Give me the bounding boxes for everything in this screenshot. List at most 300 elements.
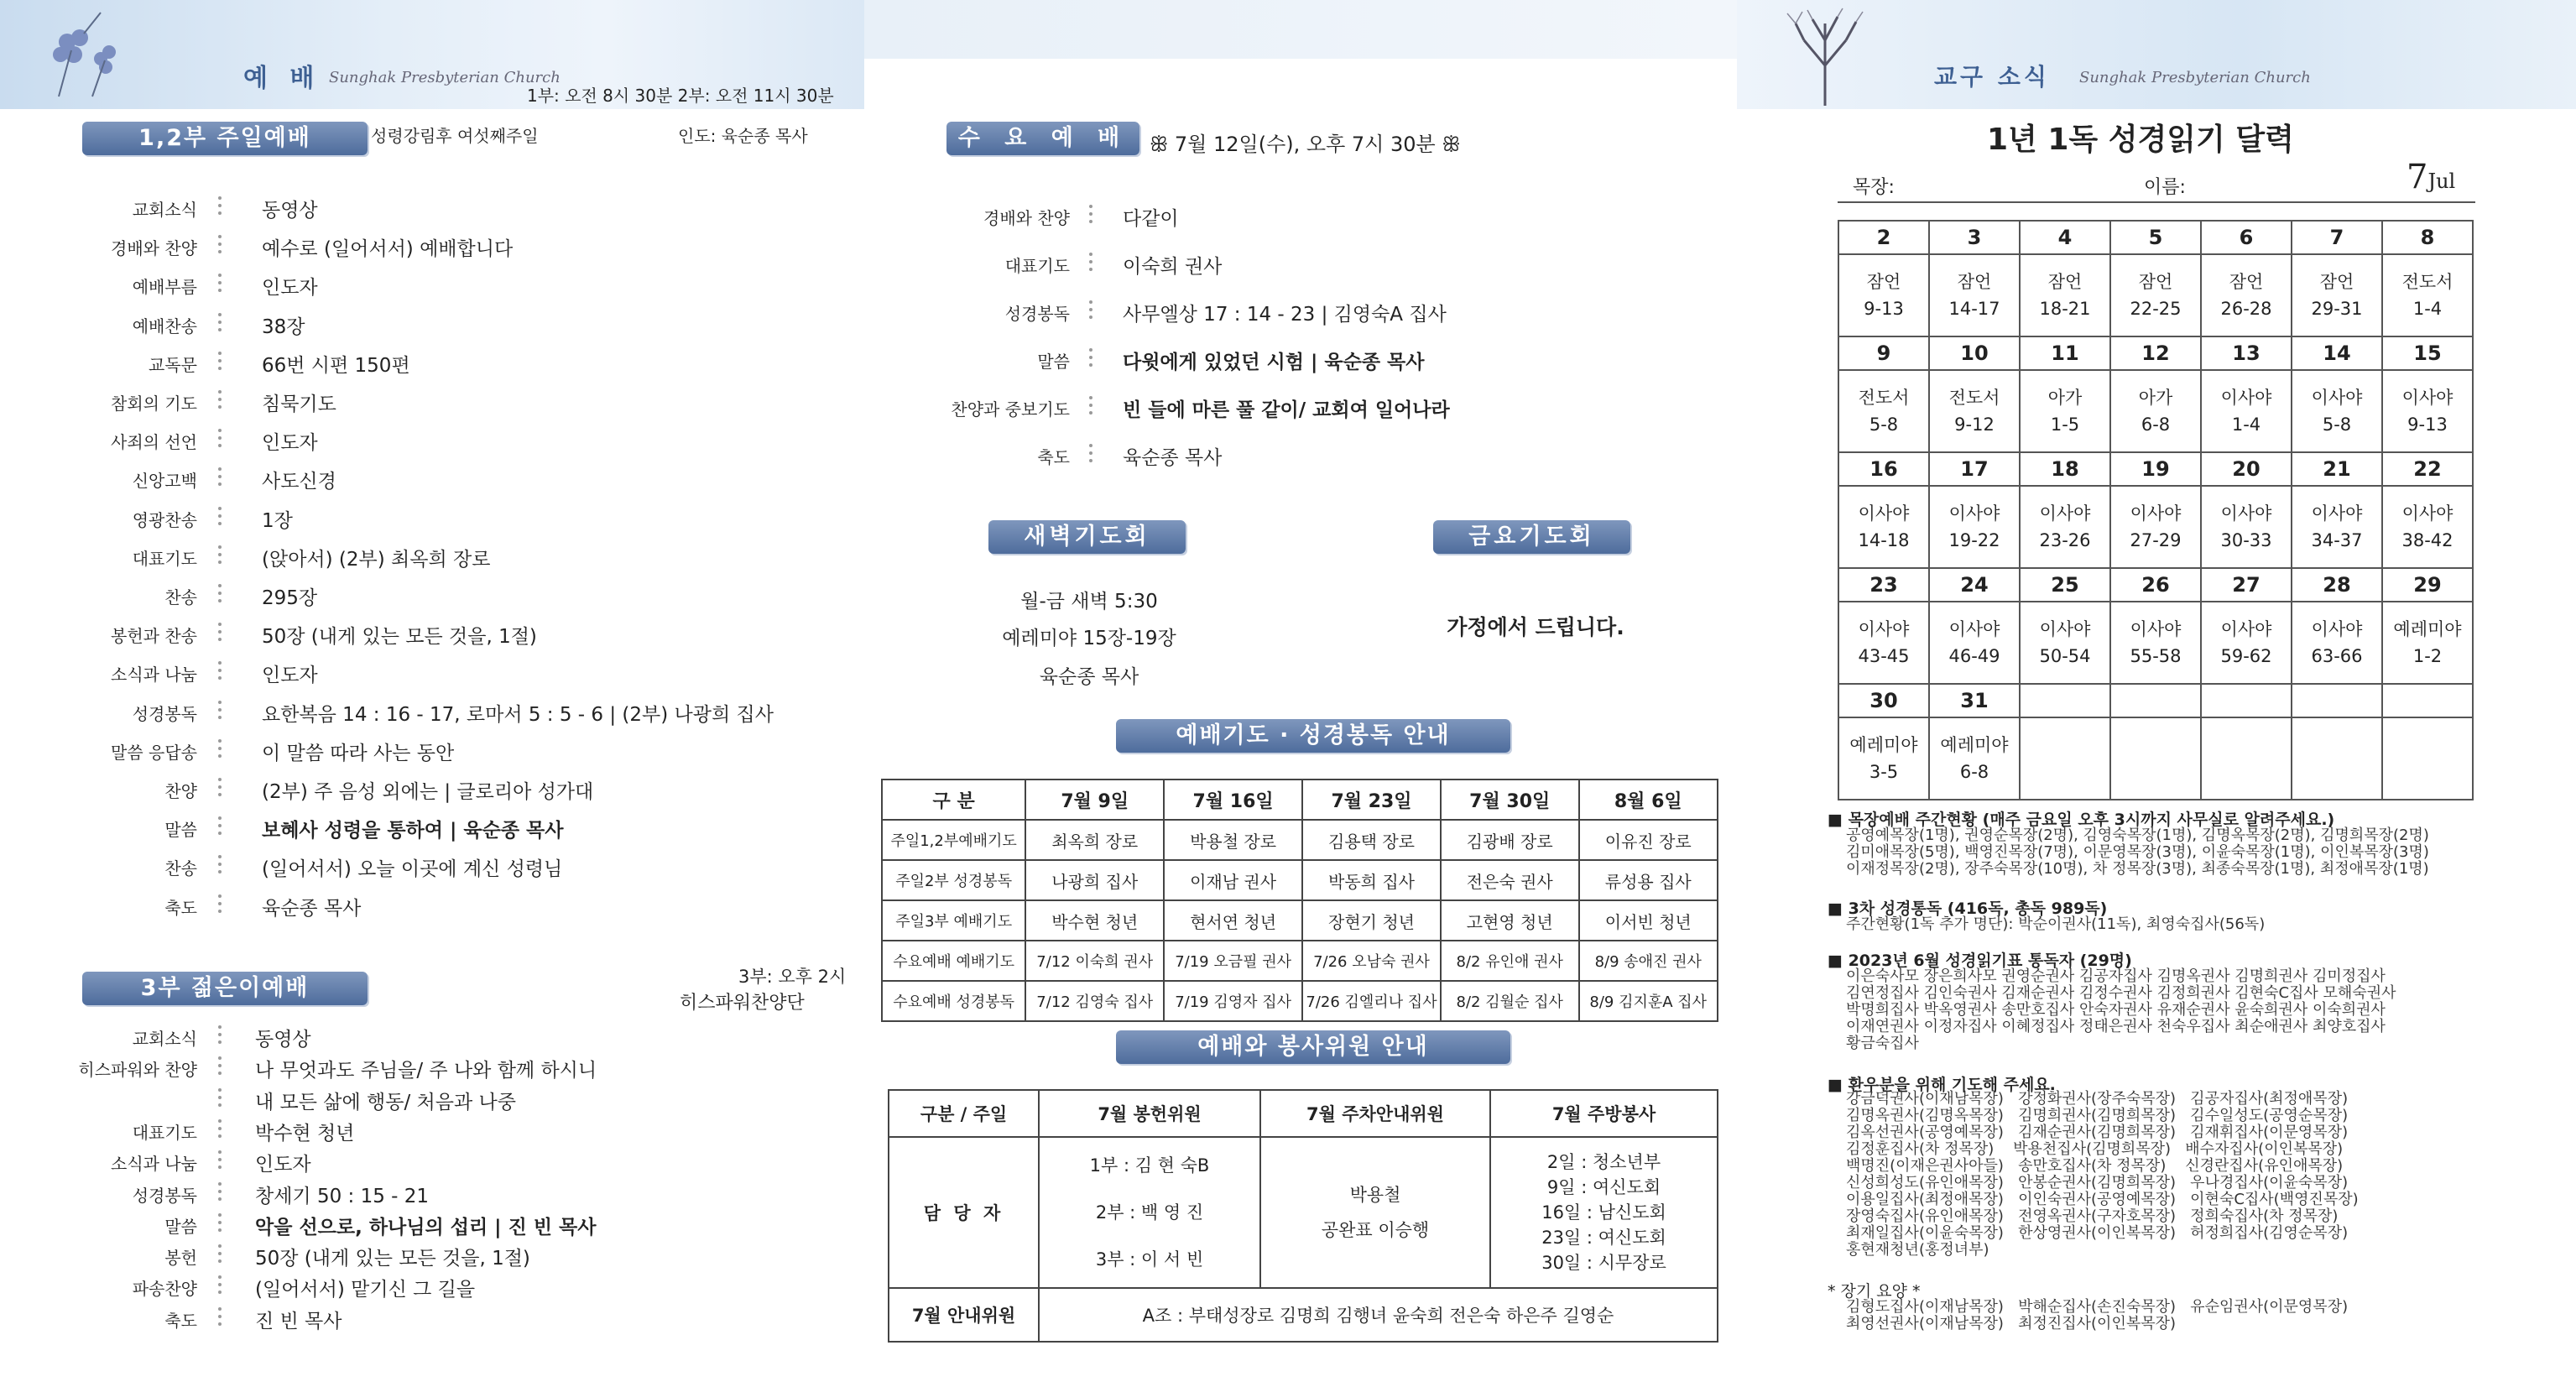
calendar-reading (2110, 254, 2201, 336)
service3-title: 3부 젊은이예배 (82, 972, 368, 1005)
order-text: 나 무엇과도 주님을/ 주 나와 함께 하시니 (255, 1060, 597, 1082)
pastor-label: 목장: (1853, 177, 1895, 198)
order-label: 축도 (164, 897, 197, 918)
calendar-reading (2110, 370, 2201, 452)
calendar-day (2020, 684, 2110, 717)
calendar-day: 4 (2020, 221, 2110, 254)
reading-chapters: 18-21 (2039, 299, 2091, 319)
reading-book: 전도서 (1858, 388, 1910, 408)
calendar-day: 9 (1838, 336, 1929, 370)
schedule-cell: 최옥희 장로 (1025, 820, 1164, 860)
order-label: 사죄의 선언 (111, 432, 197, 453)
table-row (882, 900, 1718, 941)
top-strip (864, 0, 1737, 59)
order-dots (1089, 348, 1096, 367)
reading-chapters: 5-8 (2322, 415, 2352, 435)
order-dots (1089, 396, 1096, 415)
table-row (882, 860, 1718, 900)
calendar-day: 18 (2020, 452, 2110, 486)
calendar-reading (2292, 486, 2382, 568)
schedule-cell: 김용택 장로 (1302, 820, 1441, 860)
reading-book: 이사야 (2311, 619, 2363, 639)
kitchen-1: 2일 : 청소년부 (1546, 1152, 1661, 1172)
reading-book: 이사야 (2130, 503, 2182, 524)
order-dots (218, 739, 225, 758)
calendar-day: 6 (2201, 221, 2292, 254)
schedule-cell: 7/12 이숙희 권사 (1025, 941, 1164, 981)
schedule-header-cell: 7월 9일 (1025, 780, 1164, 820)
order-text: (앉아서) (2부) 최옥희 장로 (262, 548, 491, 571)
order-text: (일어서서) 맡기신 그 길을 (255, 1279, 476, 1301)
dawn-line-3: 육순종 목사 (1039, 666, 1139, 688)
longterm-title-text: 장기 요양 (1840, 1282, 1908, 1301)
calendar-day: 2 (1838, 221, 1929, 254)
reading-book: 아가 (2138, 388, 2173, 408)
schedule-cell: 7/19 김영자 집사 (1164, 981, 1302, 1021)
order-label: 말씀 응답송 (111, 742, 197, 763)
order-dots (218, 507, 225, 525)
calendar-reading (1929, 486, 2020, 568)
calendar-reading (2201, 370, 2292, 452)
calendar-reading (2382, 486, 2473, 568)
kitchen-3: 16일 : 남신도회 (1541, 1202, 1666, 1223)
calendar-reading (2110, 717, 2201, 800)
table-row (882, 941, 1718, 981)
prayer-body: 강금덕권사(이재남목장) 강정화권사(장주숙목장) 김공자집사(최정애목장) 김명옥권사(김명옥목장) 김명희권사(김명희목장) 김수일성도(공영순목장) 김옥선권사(공영예목장) 김재순권사(김명희목장) 김재휘집사(이문영목장) 김정훈집사(차 정목장) 박용천집사(김명희목장) 배수자집사(이인복목장) 백명진(이재은권사아들) 송만호집사(차 정목장) 신경란집사(유인애목장) 신성희성도(유인애목장) 안봉순권사(김명희목장) 우나경집사(이윤숙목장) 이용일집사(최정애목장) 이인숙권사(공영예목장) 이현숙C집사(백영진목장) 장영숙집사(유인애목장) 전영옥권사(구자호목장) 정희숙집사(차 정목장) 최재일집사(이윤숙목장) 한상영권사(이인복목장) 허정희집사(김영순목장) 홍현재청년(홍정녀부) (1846, 1090, 2359, 1259)
calendar-day: 8 (2382, 221, 2473, 254)
offering-1: 1부 : 김 현 숙B (1089, 1155, 1210, 1176)
calendar-day: 28 (2292, 568, 2382, 602)
schedule-cell: 8/9 송애진 권사 (1579, 941, 1718, 981)
schedule-cell: 장현기 청년 (1302, 900, 1441, 941)
order-text: 빈 들에 마른 풀 같이/ 교회여 일어나라 (1123, 399, 1450, 421)
calendar-day (2292, 684, 2382, 717)
calendar-reading (1929, 602, 2020, 684)
calendar-reading (2292, 254, 2382, 336)
reading-chapters: 9-13 (2407, 415, 2448, 435)
reading-book: 잠언 (2047, 272, 2083, 292)
month-en: Jul (2427, 169, 2456, 193)
schedule-cell: 박수현 청년 (1025, 900, 1164, 941)
order-text: 진 빈 목사 (255, 1310, 342, 1332)
schedule-row-label: 주일2부 성경봉독 (882, 860, 1025, 900)
order-label: 경배와 찬양 (983, 208, 1070, 228)
order-label: 성경봉독 (132, 1185, 197, 1206)
order-dots (218, 196, 225, 215)
calendar-reading (2201, 486, 2292, 568)
reading-book: 이사야 (2220, 388, 2272, 408)
order-label: 히스파워와 찬양 (78, 1060, 197, 1081)
order-label: 경배와 찬양 (111, 238, 197, 259)
volunteers-table (888, 1089, 1718, 1343)
reading-chapters: 14-18 (1858, 530, 1910, 550)
prayer-schedule-table (881, 779, 1718, 1022)
june-title-text: 2023년 6월 성경읽기표 통독자 (29명) (1848, 952, 2132, 970)
order-label: 대표기도 (1004, 256, 1070, 276)
kitchen-5: 30일 : 시무장로 (1541, 1253, 1666, 1273)
news-section-title: 교구 소식 (1934, 63, 2050, 91)
order-label: 교회소식 (132, 200, 197, 220)
reading-book: 이사야 (2220, 503, 2272, 524)
order-dots (1089, 253, 1096, 271)
reading-chapters: 9-12 (1954, 415, 1995, 435)
order-dots (218, 313, 225, 331)
schedule-cell: 류성용 집사 (1579, 860, 1718, 900)
order-label: 말씀 (1037, 352, 1070, 372)
service-times: 1부: 오전 8시 30분 2부: 오전 11시 30분 (527, 86, 834, 106)
calendar-reading (2110, 602, 2201, 684)
order-dots (218, 390, 225, 409)
dawn-title: 새벽기도회 (988, 520, 1186, 554)
calendar-reading (2201, 717, 2292, 800)
reading-book: 전도서 (2401, 272, 2453, 292)
calendar-reading-row (1838, 370, 2473, 452)
order-text: 사도신경 (262, 471, 336, 493)
order-text: 다같이 (1123, 208, 1179, 230)
vol-guide-label: 7월 안내위원 (889, 1288, 1039, 1342)
schedule-cell: 고현영 청년 (1441, 900, 1579, 941)
calendar-reading-row (1838, 717, 2473, 800)
calendar-day-row (1838, 568, 2473, 602)
volunteers-title: 예배와 봉사위원 안내 (1116, 1030, 1510, 1064)
schedule-cell: 7/26 오남숙 권사 (1302, 941, 1441, 981)
order-dots (218, 778, 225, 796)
reading-chapters: 55-58 (2130, 646, 2182, 666)
schedule-header-cell: 8월 6일 (1579, 780, 1718, 820)
order-label: 예배찬송 (132, 315, 197, 336)
order-text: 50장 (내게 있는 모든 것을, 1절) (262, 626, 537, 649)
calendar-day: 16 (1838, 452, 1929, 486)
order-label: 예배부름 (132, 277, 197, 298)
calendar-day: 10 (1929, 336, 2020, 370)
schedule-header-cell: 7월 30일 (1441, 780, 1579, 820)
calendar-reading (2382, 370, 2473, 452)
schedule-cell: 7/12 김영숙 집사 (1025, 981, 1164, 1021)
reading-book: 예레미야 (1940, 735, 2009, 755)
schedule-cell: 8/2 김월순 집사 (1441, 981, 1579, 1021)
schedule-cell: 현서연 청년 (1164, 900, 1302, 941)
reading3-body: 주간현황(1독 추가 명단): 박순이권사(11독), 최영숙집사(56독) (1846, 915, 2266, 933)
schedule-cell: 8/9 김지훈A 집사 (1579, 981, 1718, 1021)
order-label: 교독문 (149, 354, 197, 375)
schedule-row-label: 수요예배 성경봉독 (882, 981, 1025, 1021)
service12-subtitle: 성령강림후 여섯째주일 (371, 126, 539, 146)
service3-time: 3부: 오후 2시 (738, 967, 847, 987)
wednesday-date: ꕥ 7월 12일(수), 오후 7시 30분 ꕥ (1150, 133, 1461, 156)
calendar-grid (1838, 220, 2474, 800)
order-text: 인도자 (262, 665, 318, 687)
calendar-reading (2020, 254, 2110, 336)
order-label: 성경봉독 (1004, 304, 1070, 324)
reading-chapters: 5-8 (1869, 415, 1899, 435)
prayer-title: ■ 환우분을 위해 기도해 주세요. (1828, 1076, 2056, 1094)
order-text: 인도자 (262, 432, 318, 455)
parking-2: 공완표 이승행 (1321, 1220, 1430, 1240)
prayer-title-text: 환우분을 위해 기도해 주세요. (1848, 1076, 2056, 1094)
reading-book: 아가 (2047, 388, 2083, 408)
calendar-day: 25 (2020, 568, 2110, 602)
dawn-line-2: 예레미야 15장-19장 (1002, 628, 1176, 649)
reading3-title-text: 3차 성경통독 (416독, 총독 989독) (1848, 899, 2108, 918)
order-label: 축도 (164, 1310, 197, 1331)
calendar-reading (1838, 602, 1929, 684)
order-dots (218, 1088, 225, 1107)
order-dots (218, 1213, 225, 1232)
prayer-schedule-title: 예배기도 · 성경봉독 안내 (1116, 719, 1510, 753)
calendar-rule (1838, 201, 2475, 203)
calendar-day: 7 (2292, 221, 2382, 254)
reading-chapters: 26-28 (2220, 299, 2272, 319)
reading-chapters: 1-2 (2412, 646, 2443, 666)
order-dots (218, 1275, 225, 1294)
reading-chapters: 1-4 (2412, 299, 2443, 319)
order-dots (218, 1150, 225, 1169)
reading-chapters: 27-29 (2130, 530, 2182, 550)
order-text: 다윗에게 있었던 시험 | 육순종 목사 (1123, 352, 1425, 373)
order-dots (218, 545, 225, 564)
vol-header-3: 7월 주방봉사 (1490, 1090, 1718, 1137)
offering-3: 3부 : 이 서 빈 (1095, 1249, 1204, 1270)
calendar-day: 19 (2110, 452, 2201, 486)
calendar-day: 27 (2201, 568, 2292, 602)
calendar-title: 1년 1독 성경읽기 달력 (1987, 123, 2294, 157)
reading-chapters: 6-8 (2141, 415, 2171, 435)
calendar-reading (2292, 717, 2382, 800)
reading-chapters: 38-42 (2401, 530, 2453, 550)
schedule-cell: 이유진 장로 (1579, 820, 1718, 860)
vol-guide: A조 : 부태성장로 김명희 김행녀 윤숙희 전은숙 하은주 길영순 (1039, 1288, 1718, 1342)
schedule-header-row (882, 780, 1718, 820)
schedule-cell: 7/26 김엘리나 집사 (1302, 981, 1441, 1021)
calendar-reading (2382, 602, 2473, 684)
reading-book: 전도서 (1948, 388, 2000, 408)
calendar-reading-row (1838, 254, 2473, 336)
order-text: 침묵기도 (262, 394, 336, 415)
table-row (882, 820, 1718, 860)
order-text: 예수로 (일어서서) 예배합니다 (262, 238, 514, 261)
reading-chapters: 1-5 (2050, 415, 2080, 435)
schedule-header-cell: 7월 23일 (1302, 780, 1441, 820)
calendar-reading (2201, 602, 2292, 684)
calendar-reading (2020, 717, 2110, 800)
order-label: 찬송 (164, 587, 197, 607)
calendar-reading (1838, 717, 1929, 800)
june-body: 이은숙사모 장은희사모 권영순권사 김공자집사 김명옥권사 김명희권사 김미정집사 김연정집사 김인숙권사 김재순권사 김정수권사 김정희권사 김현숙C집사 모해숙권사 박명희집사 박옥영권사 송만호집사 안숙자권사 유재순권사 윤숙희권사 이숙희권사 이재연권사 이정자집사 이혜정집사 정태은권사 천숙우집사 최순애권사 최양호집사 황금숙집사 (1846, 967, 2396, 1052)
schedule-cell: 8/2 유인애 권사 (1441, 941, 1579, 981)
order-label: 찬양 (164, 781, 197, 801)
dawn-line-1: 월-금 새벽 5:30 (1020, 591, 1158, 613)
order-text: 인도자 (255, 1154, 311, 1176)
order-text: 66번 시편 150편 (262, 354, 410, 377)
reading-chapters: 46-49 (1948, 646, 2000, 666)
calendar-reading (2020, 370, 2110, 452)
wednesday-title: 수 요 예 배 (946, 122, 1139, 155)
month-number: 7 (2407, 158, 2428, 196)
vol-offering (1039, 1137, 1260, 1288)
schedule-cell: 7/19 오금필 권사 (1164, 941, 1302, 981)
order-text: 295장 (262, 587, 318, 609)
reading-book: 이사야 (1948, 503, 2000, 524)
reading-chapters: 34-37 (2311, 530, 2363, 550)
tree-decoration-icon (1779, 7, 1871, 107)
reading-book: 이사야 (2130, 619, 2182, 639)
order-text: 이 말씀 따라 사는 동안 (262, 742, 455, 764)
schedule-cell: 이서빈 청년 (1579, 900, 1718, 941)
order-text: 사무엘상 17 : 14 - 23 | 김영숙A 집사 (1123, 304, 1447, 326)
order-dots (218, 1244, 225, 1263)
order-dots (218, 274, 225, 292)
order-text: 이숙희 권사 (1123, 256, 1223, 278)
order-text: 38장 (262, 315, 305, 338)
june-title: ■ 2023년 6월 성경읽기표 통독자 (29명) (1828, 952, 2132, 970)
cell-title-text: 목장예배 주간현황 (매주 금요일 오후 3시까지 사무실로 알려주세요.) (1848, 811, 2335, 829)
calendar-reading (2020, 486, 2110, 568)
vol-header-1: 7월 봉헌위원 (1039, 1090, 1260, 1137)
order-dots (218, 855, 225, 873)
order-text: 악을 선으로, 하나님의 섭리 | 진 빈 목사 (255, 1216, 597, 1238)
order-label: 찬양과 중보기도 (951, 399, 1070, 420)
calendar-day-row (1838, 336, 2473, 370)
calendar-day: 17 (1929, 452, 2020, 486)
reading-book: 이사야 (2039, 619, 2091, 639)
order-dots (1089, 205, 1096, 223)
order-label: 파송찬양 (132, 1279, 197, 1300)
order-dots (218, 235, 225, 253)
cell-body: 공영예목장(1명), 권영순목장(2명), 김영숙목장(1명), 김명옥목장(2명), 김명희목장(2명) 김미애목장(5명), 백영진목장(7명), 이문영목장(3명), 이윤숙목장(1명), 이인복목장(3명) 이재정목장(2명), 장주숙목장(10명), 차 정목장(3명), 최종숙목장(1명), 최정애목장(1명) (1846, 826, 2429, 878)
order-label: 말씀 (164, 1216, 197, 1237)
schedule-cell: 이재남 권사 (1164, 860, 1302, 900)
service12-title: 1,2부 주일예배 (82, 122, 368, 155)
reading-chapters: 1-4 (2231, 415, 2261, 435)
schedule-cell: 박동희 집사 (1302, 860, 1441, 900)
order-text: (2부) 주 음성 외에는 | 글로리아 성가대 (262, 781, 594, 803)
order-label: 교회소식 (132, 1029, 197, 1049)
order-label: 소식과 나눔 (111, 665, 197, 686)
reading-book: 잠언 (1866, 272, 1901, 292)
order-text: 50장 (내게 있는 모든 것을, 1절) (255, 1248, 530, 1270)
order-label: 대표기도 (132, 1122, 197, 1143)
order-dots (218, 623, 225, 641)
reading-book: 이사야 (2311, 503, 2363, 524)
order-dots (218, 1025, 225, 1044)
order-dots (218, 1119, 225, 1138)
order-text: (일어서서) 오늘 이곳에 계신 성령님 (262, 858, 563, 881)
reading-book: 잠언 (2319, 272, 2354, 292)
reading-chapters: 9-13 (1864, 299, 1904, 319)
calendar-day: 23 (1838, 568, 1929, 602)
reading-book: 잠언 (2138, 272, 2173, 292)
reading-book: 이사야 (1948, 619, 2000, 639)
calendar-month (2407, 158, 2455, 196)
order-label: 축도 (1037, 447, 1070, 467)
reading-book: 이사야 (1858, 619, 1910, 639)
kitchen-4: 23일 : 여신도회 (1541, 1228, 1666, 1248)
order-text: 동영상 (262, 200, 318, 222)
order-dots (218, 1182, 225, 1201)
calendar-reading (2292, 602, 2382, 684)
order-dots (218, 701, 225, 719)
calendar-day: 3 (1929, 221, 2020, 254)
reading-book: 이사야 (2401, 388, 2453, 408)
church-name-script: Sunghak Presbyterian Church (329, 69, 561, 86)
calendar-reading (2201, 254, 2292, 336)
calendar-reading (2292, 370, 2382, 452)
church-name-script-right: Sunghak Presbyterian Church (2079, 69, 2311, 86)
schedule-cell: 박용철 장로 (1164, 820, 1302, 860)
calendar-reading-row (1838, 602, 2473, 684)
vol-header-2: 7월 주차안내위원 (1260, 1090, 1490, 1137)
order-dots (218, 894, 225, 913)
order-label: 봉헌 (164, 1248, 197, 1269)
calendar-day (2110, 684, 2201, 717)
calendar-day-row (1838, 684, 2473, 717)
calendar-day: 15 (2382, 336, 2473, 370)
order-label: 영광찬송 (132, 509, 197, 530)
reading-book: 이사야 (2039, 503, 2091, 524)
order-label: 대표기도 (132, 548, 197, 569)
calendar-reading (2020, 602, 2110, 684)
reading-chapters: 63-66 (2311, 646, 2363, 666)
reading-book: 잠언 (1957, 272, 1992, 292)
calendar-day (2201, 684, 2292, 717)
calendar-reading (1929, 370, 2020, 452)
calendar-reading (1838, 370, 1929, 452)
flower-decoration-icon (25, 8, 134, 101)
reading-chapters: 29-31 (2311, 299, 2363, 319)
calendar-day: 5 (2110, 221, 2201, 254)
order-label: 성경봉독 (132, 703, 197, 724)
calendar-day: 13 (2201, 336, 2292, 370)
schedule-cell: 나광희 집사 (1025, 860, 1164, 900)
schedule-row-label: 주일3부 예배기도 (882, 900, 1025, 941)
reading3-title: ■ 3차 성경통독 (416독, 총독 989독) (1828, 899, 2108, 918)
vol-parking (1260, 1137, 1490, 1288)
order-label: 찬송 (164, 858, 197, 879)
vol-header-0: 구분 / 주일 (889, 1090, 1039, 1137)
reading-book: 이사야 (2401, 503, 2453, 524)
order-label: 신앙고백 (132, 471, 197, 492)
calendar-day: 26 (2110, 568, 2201, 602)
order-dots (218, 1307, 225, 1326)
order-text: 동영상 (255, 1029, 311, 1051)
order-dots (218, 661, 225, 680)
order-text: 요한복음 14 : 16 - 17, 로마서 5 : 5 - 6 | (2부) 나광희 집사 (262, 703, 774, 726)
calendar-reading (2382, 717, 2473, 800)
friday-text: 가정에서 드립니다. (1447, 615, 1624, 639)
reading-book: 이사야 (2311, 388, 2363, 408)
longterm-title: * 장기 요양 * (1828, 1282, 1921, 1301)
service12-leader: 인도: 육순종 목사 (678, 126, 808, 146)
calendar-day: 20 (2201, 452, 2292, 486)
reading-chapters: 50-54 (2039, 646, 2091, 666)
reading-book: 이사야 (1858, 503, 1910, 524)
reading-book: 예레미야 (2393, 619, 2462, 639)
friday-title: 금요기도회 (1433, 520, 1630, 554)
reading-chapters: 30-33 (2220, 530, 2272, 550)
calendar-reading (1929, 254, 2020, 336)
calendar-day: 31 (1929, 684, 2020, 717)
schedule-header-cell: 7월 16일 (1164, 780, 1302, 820)
reading-book: 예레미야 (1849, 735, 1918, 755)
reading-chapters: 6-8 (1959, 762, 1989, 782)
order-dots (218, 352, 225, 370)
calendar-day-row (1838, 221, 2473, 254)
order-label: 말씀 (164, 820, 197, 841)
order-label: 참회의 기도 (111, 394, 197, 414)
reading-book: 이사야 (2220, 619, 2272, 639)
reading-book: 잠언 (2229, 272, 2264, 292)
wednesday-date-text: 7월 12일(수), 오후 7시 30분 (1174, 133, 1436, 156)
